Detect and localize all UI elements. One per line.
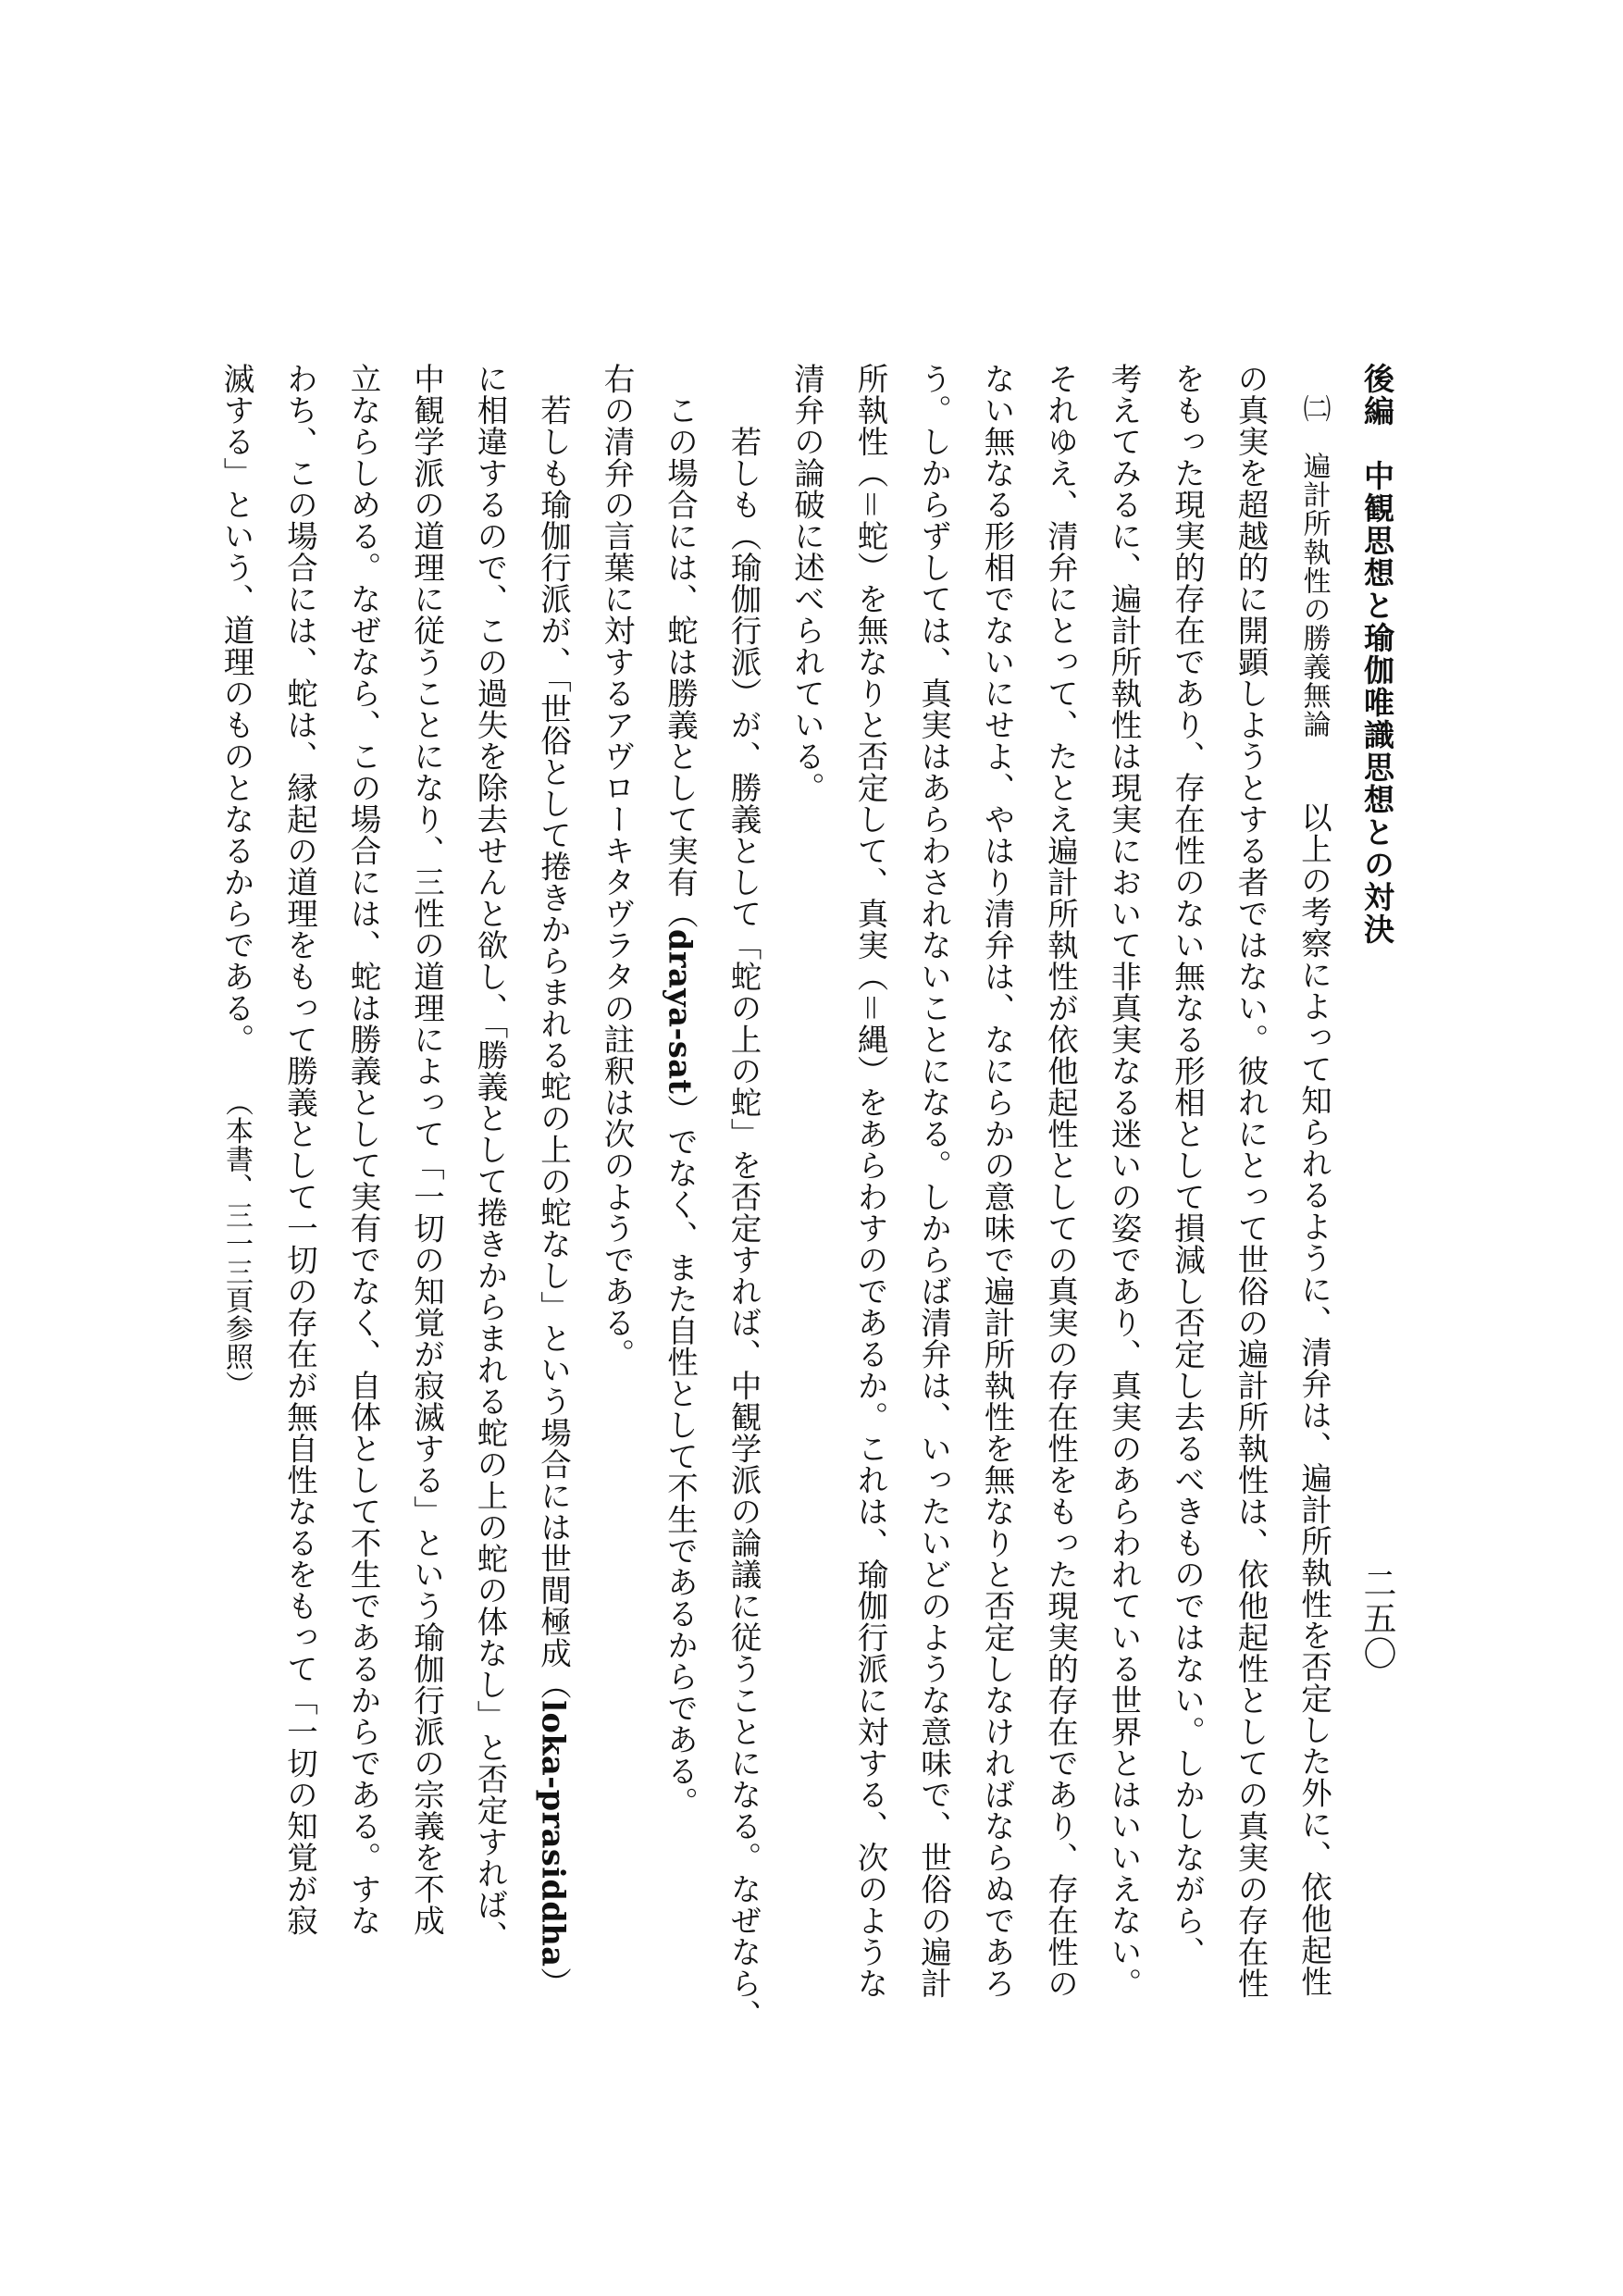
quote-text: ） xyxy=(535,1967,572,1999)
page-number: 二五〇 xyxy=(1358,1566,1396,1671)
section-first-line xyxy=(1282,363,1345,2103)
quote2-line: わち、この場合には、蛇は、縁起の道理をもって勝義として一切の存在が無自性なるをもって「一切の知覚が寂 xyxy=(281,363,318,1936)
paragraph-line: 考えてみるに、遍計所執性は現実において非真実なる迷いの姿であり、真実のあらわれている世界とはいいえない。 xyxy=(1106,363,1142,1999)
quote2-line: 中観学派の道理に従うことになり、三性の道理によって「一切の知覚が寂滅する」という瑜伽行派の宗義を不成 xyxy=(408,363,445,1936)
quote-text: ）でなく、また自性として不生であるからである。 xyxy=(662,1094,699,1818)
quote2-line: 立ならしめる。なぜなら、この場合には、蛇は勝義として実有でなく、自体として不生であるからである。すな xyxy=(345,363,381,1936)
sanskrit-term: loka-prasiddha xyxy=(535,1700,572,1967)
citation: （本書、三一三頁参照） xyxy=(220,1102,253,1399)
sanskrit-term: draya-sat xyxy=(662,929,699,1095)
running-header xyxy=(1345,363,1409,2103)
paragraph-line: の真実を超越的に開顕しようとする者ではない。彼れにとって世俗の遍計所執性は、依他起性としての真実の存在性 xyxy=(1233,363,1269,1999)
quote1-line: 若しも（瑜伽行派）が、勝義として「蛇の上の蛇」を否定すれば、中観学派の論議に従うことになる。なぜなら、 xyxy=(725,426,762,2030)
paragraph-line: 清弁の論破に述べられている。 xyxy=(788,363,825,803)
paragraph-line: 所執性（＝蛇）を無なりと否定して、真実（＝縄）をあらわすのであるか。これは、瑜伽行派に対する、次のような xyxy=(852,363,888,1999)
quote2-line xyxy=(204,363,268,2103)
section-heading: ㈡ 遍計所執性の勝義無論 xyxy=(1297,394,1331,738)
paragraph-line: ない無なる形相でないにせよ、やはり清弁は、なにらかの意味で遍計所執性を無なりと否定しなければならぬであろ xyxy=(979,363,1015,1999)
paragraph-line: をもった現実的存在であり、存在性のない無なる形相として損減し否定し去るべきものではない。しかしながら、 xyxy=(1169,363,1206,1967)
quote1-line xyxy=(648,363,712,2103)
quote-text: この場合には、蛇は勝義として実有（ xyxy=(662,394,699,929)
quote-text: 滅する」という、道理のものとなるからである。 xyxy=(218,363,254,1040)
running-title: 後編 中観思想と瑜伽唯識思想との対決 xyxy=(1359,363,1395,946)
quote-text: 若しも瑜伽行派が、「世俗として捲きからまれる蛇の上の蛇なし」という場合には世間極成（ xyxy=(535,394,572,1701)
intro-line: 右の清弁の言葉に対するアヴローキタヴラタの註釈は次のようである。 xyxy=(599,363,635,1370)
vertical-text-body xyxy=(150,363,1408,2103)
paragraph-line: う。しからずしては、真実はあらわされないことになる。しからば清弁は、いったいどのような意味で、世俗の遍計 xyxy=(915,363,952,1999)
quote2-line: に相違するので、この過失を除去せんと欲し、「勝義として捲きからまれる蛇の上の蛇の体なし」と否定すれば、 xyxy=(472,363,508,1953)
quote2-line xyxy=(521,363,585,2103)
paragraph-line: それゆえ、清弁にとって、たとえ遍計所執性が依他起性としての真実の存在性をもった現実的存在であり、存在性の xyxy=(1042,363,1079,1999)
paragraph-text: 以上の考察によって知られるように、清弁は、遍計所執性を否定した外に、依他起性 xyxy=(1295,801,1332,1997)
